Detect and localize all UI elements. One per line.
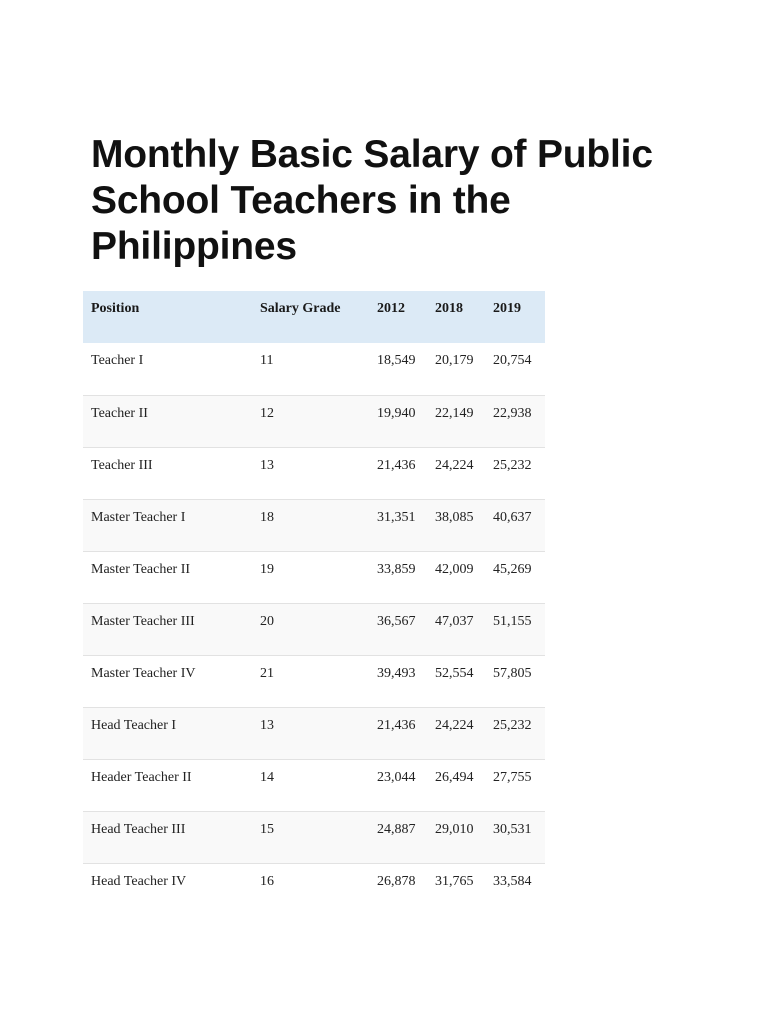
cell-2012: 39,493 <box>377 665 416 681</box>
cell-salary-grade: 12 <box>260 405 274 421</box>
table-row <box>83 551 545 603</box>
cell-salary-grade: 15 <box>260 821 274 837</box>
header-2012: 2012 <box>377 301 405 316</box>
cell-position: Master Teacher IV <box>91 665 196 681</box>
header-2019: 2019 <box>493 301 521 316</box>
cell-2019: 45,269 <box>493 561 532 577</box>
table-row <box>83 863 545 915</box>
cell-position: Teacher I <box>91 353 144 368</box>
cell-position: Master Teacher II <box>91 561 191 577</box>
cell-2019: 25,232 <box>493 457 532 473</box>
cell-2018: 24,224 <box>435 457 474 473</box>
cell-salary-grade: 14 <box>260 769 274 785</box>
table-row <box>83 655 545 707</box>
table-row <box>83 707 545 759</box>
salary-table <box>83 291 545 915</box>
table-header-row <box>83 291 545 343</box>
cell-position: Master Teacher I <box>91 509 186 525</box>
header-2018: 2018 <box>435 301 463 316</box>
page-title: Monthly Basic Salary of Public School Teachers in the Philippines <box>91 133 653 268</box>
cell-2018: 24,224 <box>435 717 474 733</box>
header-salary-grade: Salary Grade <box>260 301 341 316</box>
cell-2018: 38,085 <box>435 509 474 525</box>
cell-2019: 25,232 <box>493 717 532 733</box>
table-row <box>83 395 545 447</box>
cell-salary-grade: 13 <box>260 457 274 473</box>
cell-salary-grade: 18 <box>260 509 274 525</box>
cell-2019: 20,754 <box>493 353 532 368</box>
cell-2018: 22,149 <box>435 405 474 421</box>
cell-2018: 20,179 <box>435 353 474 368</box>
cell-2012: 31,351 <box>377 509 416 525</box>
table-header <box>83 291 545 343</box>
table-row <box>83 603 545 655</box>
cell-2019: 57,805 <box>493 665 532 681</box>
cell-2012: 36,567 <box>377 613 416 629</box>
cell-2012: 24,887 <box>377 821 416 837</box>
cell-position: Teacher III <box>91 457 153 473</box>
cell-2019: 51,155 <box>493 613 532 629</box>
cell-2019: 33,584 <box>493 873 532 889</box>
cell-2012: 23,044 <box>377 769 416 785</box>
cell-2012: 33,859 <box>377 561 416 577</box>
table-row <box>83 343 545 395</box>
cell-2012: 26,878 <box>377 873 416 889</box>
cell-salary-grade: 20 <box>260 613 274 629</box>
cell-2018: 29,010 <box>435 821 474 837</box>
cell-2019: 30,531 <box>493 821 532 837</box>
cell-2018: 42,009 <box>435 561 474 577</box>
cell-position: Head Teacher I <box>91 717 177 733</box>
cell-salary-grade: 19 <box>260 561 274 577</box>
cell-salary-grade: 16 <box>260 873 274 889</box>
cell-2012: 21,436 <box>377 457 416 473</box>
table-body <box>83 343 545 915</box>
table-row <box>83 499 545 551</box>
cell-2018: 26,494 <box>435 769 474 785</box>
cell-2018: 52,554 <box>435 665 474 681</box>
cell-position: Master Teacher III <box>91 613 195 629</box>
cell-position: Head Teacher III <box>91 821 186 837</box>
cell-position: Teacher II <box>91 405 148 421</box>
cell-salary-grade: 13 <box>260 717 274 733</box>
cell-position: Header Teacher II <box>91 769 192 785</box>
table-row <box>83 759 545 811</box>
cell-2018: 31,765 <box>435 873 474 889</box>
table-row <box>83 811 545 863</box>
table-row <box>83 447 545 499</box>
cell-2018: 47,037 <box>435 613 474 629</box>
header-position: Position <box>91 301 140 316</box>
cell-2019: 22,938 <box>493 405 532 421</box>
cell-salary-grade: 11 <box>260 353 274 368</box>
cell-2019: 40,637 <box>493 509 532 525</box>
cell-2012: 18,549 <box>377 353 416 368</box>
cell-salary-grade: 21 <box>260 665 274 681</box>
cell-2012: 19,940 <box>377 405 416 421</box>
cell-position: Head Teacher IV <box>91 873 187 889</box>
cell-2012: 21,436 <box>377 717 416 733</box>
cell-2019: 27,755 <box>493 769 532 785</box>
